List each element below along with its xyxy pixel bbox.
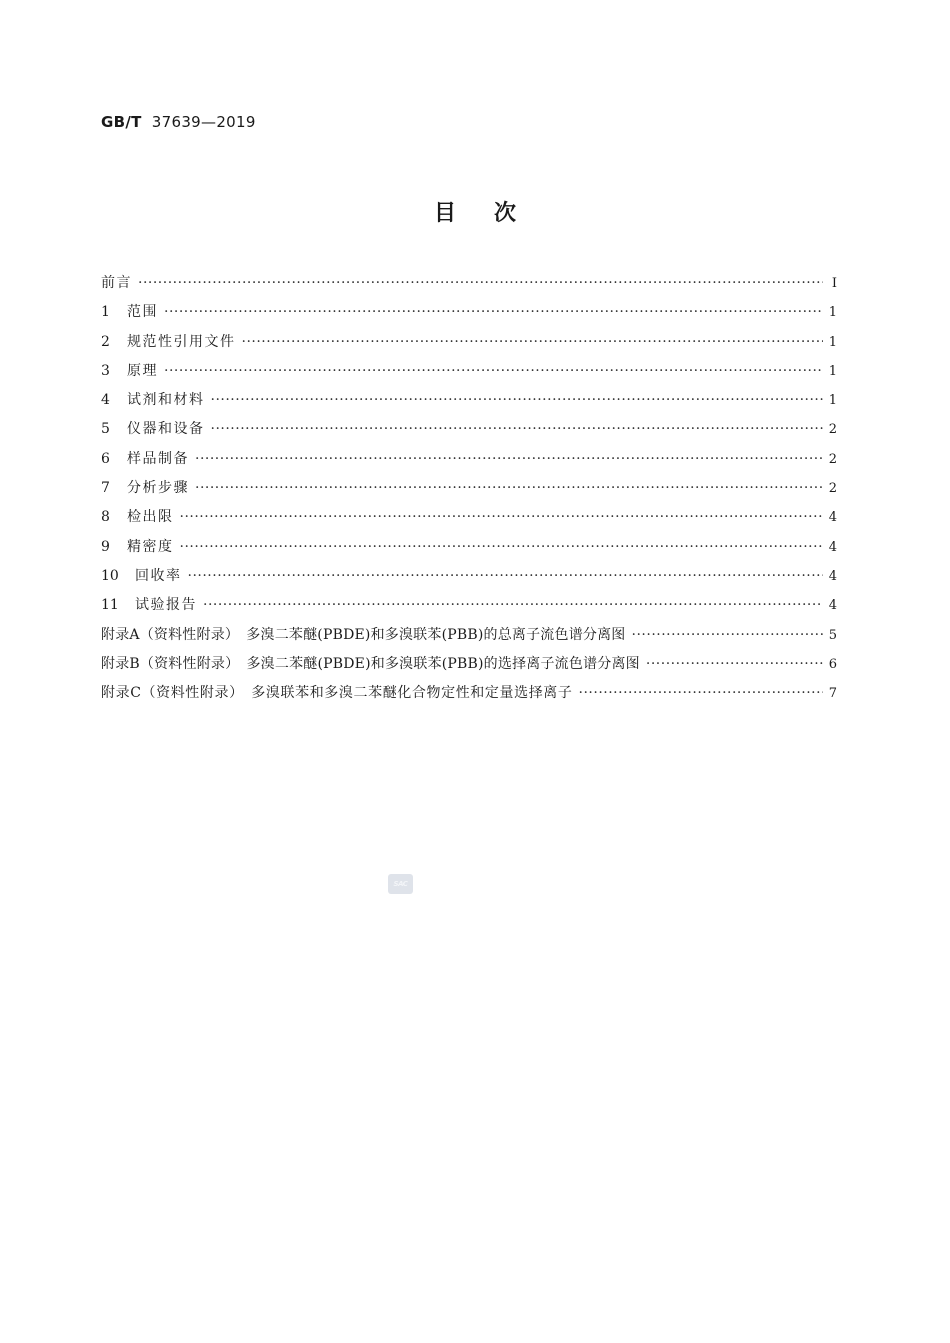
toc-entry-2[interactable] <box>101 331 837 360</box>
toc-entry-foreword[interactable] <box>101 272 837 301</box>
toc-entry-label: 检出限 <box>127 509 174 526</box>
dot-leader <box>632 627 823 643</box>
toc-entry-7[interactable] <box>101 477 837 506</box>
toc-entry-number: 4 <box>101 392 110 409</box>
toc-entry-number: 10 <box>101 567 119 584</box>
toc-entry-6[interactable] <box>101 448 837 477</box>
toc-entry-page: Ⅰ <box>831 276 837 291</box>
toc-entry-appendix-b[interactable] <box>101 653 837 682</box>
toc-entry-number: 11 <box>101 597 119 614</box>
standard-code <box>101 113 256 131</box>
dot-leader <box>242 334 823 350</box>
dot-leader <box>164 363 823 379</box>
standard-prefix: GB/T <box>101 113 142 131</box>
toc-entry-number: 6 <box>101 450 110 467</box>
dot-leader <box>195 480 823 496</box>
toc-entry-number: 1 <box>101 304 110 321</box>
toc-entry-label: 试剂和材料 <box>127 392 205 409</box>
standard-number: 37639—2019 <box>151 113 256 131</box>
toc-entry-11[interactable] <box>101 594 837 623</box>
toc-entry-page: 1 <box>828 393 837 409</box>
toc-entry-label: 回收率 <box>135 567 182 584</box>
dot-leader <box>579 685 823 701</box>
toc-entry-label: 试验报告 <box>135 597 197 614</box>
toc-entry-9[interactable] <box>101 536 837 565</box>
toc-entry-10[interactable] <box>101 565 837 594</box>
toc-entry-label: 附录A（资料性附录） 多溴二苯醚(PBDE)和多溴联苯(PBB)的总离子流色谱分离图 <box>101 626 626 643</box>
dot-leader <box>203 597 823 613</box>
table-of-contents <box>101 272 837 711</box>
toc-entry-number: 5 <box>101 421 110 438</box>
toc-entry-page: 4 <box>828 568 837 584</box>
dot-leader <box>180 539 823 555</box>
dot-leader <box>195 451 823 467</box>
toc-entry-5[interactable] <box>101 418 837 447</box>
dot-leader <box>138 275 823 291</box>
toc-entry-8[interactable] <box>101 506 837 535</box>
toc-entry-page: 1 <box>828 334 837 350</box>
toc-entry-page: 1 <box>828 363 837 379</box>
toc-entry-number: 9 <box>101 538 110 555</box>
toc-entry-label: 精密度 <box>127 538 174 555</box>
toc-entry-page: 1 <box>828 305 837 321</box>
toc-entry-1[interactable] <box>101 301 837 330</box>
toc-entry-label: 原理 <box>127 362 158 379</box>
toc-entry-page: 2 <box>828 451 837 467</box>
dot-leader <box>180 509 823 525</box>
toc-entry-page: 7 <box>828 686 837 702</box>
toc-entry-number: 3 <box>101 362 110 379</box>
toc-entry-page: 4 <box>828 598 837 614</box>
toc-entry-label: 前言 <box>101 275 132 291</box>
toc-entry-number: 7 <box>101 480 110 497</box>
dot-leader <box>646 656 823 672</box>
toc-entry-label: 规范性引用文件 <box>127 333 236 350</box>
page-title: 目次 <box>433 201 554 226</box>
toc-entry-label: 分析步骤 <box>127 480 189 497</box>
toc-entry-appendix-c[interactable] <box>101 682 837 711</box>
toc-entry-page: 2 <box>828 481 837 497</box>
toc-entry-label: 范围 <box>127 304 158 321</box>
dot-leader <box>188 568 823 584</box>
dot-leader <box>211 421 823 437</box>
toc-entry-page: 5 <box>828 627 837 643</box>
toc-entry-number: 2 <box>101 333 110 350</box>
sac-watermark-logo: SAC <box>388 874 413 894</box>
toc-entry-page: 6 <box>828 656 837 672</box>
toc-entry-page: 4 <box>828 510 837 526</box>
dot-leader <box>164 304 823 320</box>
toc-entry-page: 2 <box>828 422 837 438</box>
toc-entry-page: 4 <box>828 539 837 555</box>
toc-entry-4[interactable] <box>101 389 837 418</box>
dot-leader <box>211 392 823 408</box>
toc-entry-label: 样品制备 <box>127 450 189 467</box>
toc-entry-appendix-a[interactable] <box>101 624 837 653</box>
toc-entry-label: 附录C（资料性附录） 多溴联苯和多溴二苯醚化合物定性和定量选择离子 <box>101 685 573 702</box>
toc-entry-number: 8 <box>101 509 110 526</box>
toc-entry-label: 附录B（资料性附录） 多溴二苯醚(PBDE)和多溴联苯(PBB)的选择离子流色谱分离图 <box>101 655 640 672</box>
toc-entry-3[interactable] <box>101 360 837 389</box>
toc-entry-label: 仪器和设备 <box>127 421 205 438</box>
